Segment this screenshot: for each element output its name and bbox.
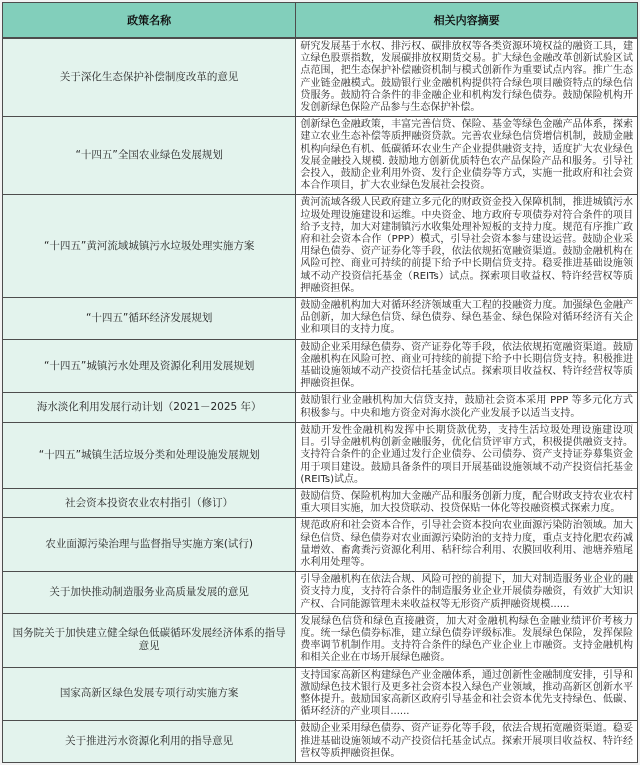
policy-summary-cell: 创新绿色金融政策，丰富完善信贷、保险、基金等绿色金融产品体系，探索建立农业生态补偿等质押融资贷款。完善农业绿色信贷增信机制，鼓励金融机构向绿色有机、低碳循环农业生产企业提供融资支持，适度扩大农业绿色发展金融投入规模. 鼓励地方创新优质特色农产品保险产品和服务。引导社会投入，鼓励企业利用外资、发行企业债券等方式，实施一批政府和社会资本合作项目，扩大农业绿色发展社会投资。 bbox=[296, 117, 638, 195]
policy-name-cell: 关于加快推动制造服务业高质量发展的意见 bbox=[3, 572, 296, 614]
table-row bbox=[3, 339, 638, 393]
policy-summary-cell: 鼓励金融机构加大对循环经济领域重大工程的投融资力度。加强绿色金融产品创新，加大绿色信贷、绿色债券、绿色基金、绿色保险对循环经济有关企业和项目的支持力度。 bbox=[296, 298, 638, 340]
policy-name-cell: 社会资本投资农业农村指引（修订） bbox=[3, 488, 296, 517]
policy-name-cell: “十四五”循环经济发展规划 bbox=[3, 298, 296, 340]
table-row bbox=[3, 195, 638, 298]
policy-summary-cell: 引导金融机构在依法合规、风险可控的前提下，加大对制造服务业企业的融资支持力度，支持符合条件的制造服务业企业开展债券融资，有效扩大知识产权、合同能源管理未来收益权等无形资产质押融资规模...... bbox=[296, 572, 638, 614]
policy-summary-cell: 黄河流域各级人民政府建立多元化的财政资金投入保障机制，推进城镇污水垃圾处理设施建设和运维。中央资金、地方政府专项债券对符合条件的项目给予支持，加大对建制镇污水收集处理补短板的支持力度。规范有序推广政府和社会资本合作（PPP）模式，引导社会资本参与建设运营。鼓励企业采用绿色债券、资产证券化等手段，依法依规拓宽融资渠道。鼓励金融机构在风险可控、商业可持续的前提下给予中长期信贷支持。稳妥推进基础设施领域不动产投资信托基金（REITs）试点。探索项目收益权、特许经营权等质押融资担保。 bbox=[296, 195, 638, 298]
policy-summary-cell: 研究发展基于水权、排污权、碳排放权等各类资源环境权益的融资工具，建立绿色股票指数，发展碳排放权期货交易。扩大绿色金融改革创新试验区试点范围，把生态保护补偿融资机制与模式创新作为重要试点内容。推广生态产业链金融模式。鼓励银行业金融机构提供符合绿色项目融资特点的绿色信贷服务。鼓励符合条件的非金融企业和机构发行绿色债券。鼓励保险机构开发创新绿色保险产品参与生态保护补偿。 bbox=[296, 38, 638, 117]
table-row bbox=[3, 572, 638, 614]
table-row bbox=[3, 518, 638, 572]
table-row bbox=[3, 38, 638, 117]
header-row bbox=[3, 3, 638, 39]
policy-summary-cell: 支持国家高新区构建绿色产业金融体系，通过创新性金融制度安排，引导和激励绿色技术银行及更多社会资本投入绿色产业领域，推动高新区创新水平整体提升。鼓励国家高新区政府引导基金和社会资本优先支持绿色、低碳、循环经济的产业项目...... bbox=[296, 667, 638, 721]
table-row bbox=[3, 422, 638, 488]
table-row bbox=[3, 721, 638, 763]
policy-name-cell: “十四五”全国农业绿色发展规划 bbox=[3, 117, 296, 195]
policy-summary-cell: 鼓励企业采用绿色债券、资产证券化等手段，依法合规拓宽融资渠道。稳妥推进基础设施领域不动产投资信托基金试点。探索开展项目收益权、特许经营权等质押融资担保。 bbox=[296, 721, 638, 763]
policy-name-cell: “十四五”城镇生活垃圾分类和处理设施发展规划 bbox=[3, 422, 296, 488]
policy-summary-cell: 鼓励信贷、保险机构加大金融产品和服务创新力度，配合财政支持农业农村重大项目实施，加大投贷联动、投贷保贴一体化等投融资模式探索力度。 bbox=[296, 488, 638, 517]
policy-summary-cell: 鼓励开发性金融机构发挥中长期贷款优势，支持生活垃圾处理设施建设项目。引导金融机构创新金融服务，优化信贷评审方式，积极提供融资支持。支持符合条件的企业通过发行企业债券、公司债券、资产支持证券募集资金用于项目建设。鼓励具备条件的项目开展基础设施领域不动产投资信托基金(REITs)试点。 bbox=[296, 422, 638, 488]
policy-name-cell: 关于推进污水资源化利用的指导意见 bbox=[3, 721, 296, 763]
policy-name-cell: “十四五”城镇污水处理及资源化利用发展规划 bbox=[3, 339, 296, 393]
policy-summary-cell: 发展绿色信贷和绿色直接融资，加大对金融机构绿色金融业绩评价考核力度。统一绿色债券标准，建立绿色债券评级标准。发展绿色保险，发挥保险费率调节机制作用。支持符合条件的绿色产业企业上市融资。支持金融机构和相关企业在市场开展绿色融资。 bbox=[296, 613, 638, 667]
policy-table-header bbox=[3, 3, 638, 39]
table-row bbox=[3, 667, 638, 721]
policy-summary-cell: 规范政府和社会资本合作，引导社会资本投向农业面源污染防治领域。加大绿色信贷、绿色债券对农业面源污染防治的支持力度，重点支持化肥农药减量增效、畜禽粪污资源化利用、秸秆综合利用、农膜回收利用、池塘养殖尾水利用处理等。 bbox=[296, 518, 638, 572]
table-row bbox=[3, 393, 638, 422]
table-row bbox=[3, 117, 638, 195]
policy-table-body bbox=[3, 38, 638, 762]
policy-summary-cell: 鼓励企业采用绿色债券、资产证券化等手段，依法依规拓宽融资渠道。鼓励金融机构在风险可控、商业可持续的前提下给予中长期信贷支持。积极推进基础设施领域不动产投资信托基金试点。探索项目收益权、特许经营权等质押融资担保。 bbox=[296, 339, 638, 393]
header-summary: 相关内容摘要 bbox=[296, 3, 638, 39]
policy-name-cell: 国务院关于加快建立健全绿色低碳循环发展经济体系的指导意见 bbox=[3, 613, 296, 667]
table-row bbox=[3, 488, 638, 517]
table-row bbox=[3, 613, 638, 667]
policy-table bbox=[2, 2, 638, 763]
policy-name-cell: 农业面源污染治理与监督指导实施方案(试行) bbox=[3, 518, 296, 572]
table-row bbox=[3, 298, 638, 340]
policy-summary-cell: 鼓励银行业金融机构加大信贷支持，鼓励社会资本采用 PPP 等多元化方式积极参与。中央和地方资金对海水淡化产业发展予以适当支持。 bbox=[296, 393, 638, 422]
header-policy-name: 政策名称 bbox=[3, 3, 296, 39]
policy-name-cell: “十四五”黄河流域城镇污水垃圾处理实施方案 bbox=[3, 195, 296, 298]
policy-name-cell: 关于深化生态保护补偿制度改革的意见 bbox=[3, 38, 296, 117]
policy-name-cell: 国家高新区绿色发展专项行动实施方案 bbox=[3, 667, 296, 721]
policy-name-cell: 海水淡化利用发展行动计划（2021－2025 年） bbox=[3, 393, 296, 422]
